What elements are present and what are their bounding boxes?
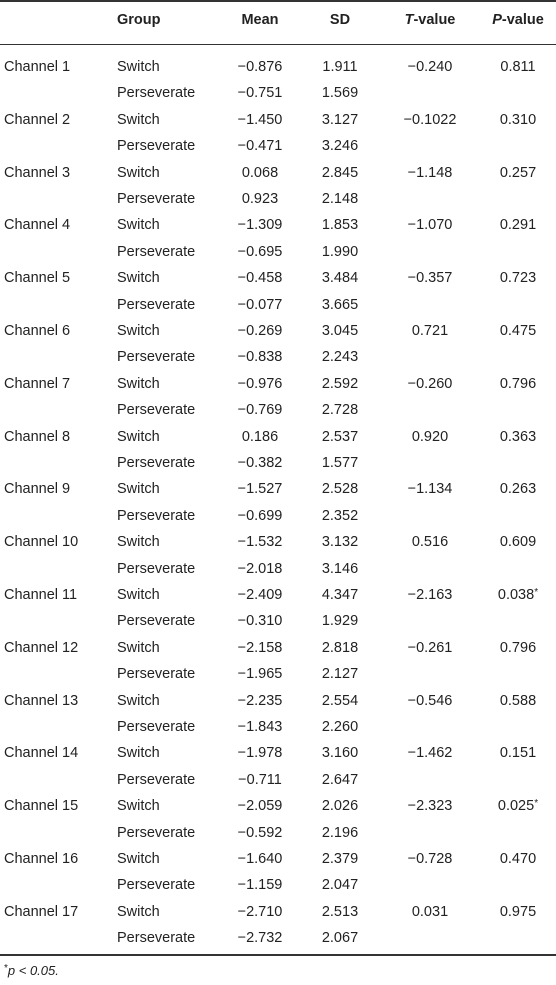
sd-value: 2.592 — [321, 375, 359, 392]
sd-value: 3.045 — [321, 323, 359, 339]
channel-label: Channel 14 — [4, 745, 79, 762]
header-t-value — [380, 12, 480, 28]
sd-value: 3.146 — [321, 560, 359, 577]
mean-value: −2.059 — [237, 798, 283, 815]
group-label: Switch — [117, 59, 160, 75]
table-row — [0, 160, 556, 186]
mean-value: −2.710 — [237, 903, 283, 920]
p-value-number: 0.470 — [499, 851, 537, 867]
p-value — [480, 640, 556, 656]
table-row — [0, 846, 556, 872]
channel-label: Channel 13 — [4, 692, 79, 709]
table-row — [0, 661, 556, 687]
sd-value: 3.132 — [321, 534, 359, 551]
p-value-number: 0.151 — [499, 745, 537, 762]
sd-value: 2.379 — [321, 851, 359, 867]
mean-value: −2.018 — [237, 560, 283, 577]
t-value: −0.261 — [407, 639, 453, 656]
table-row — [0, 793, 556, 819]
p-value-number: 0.975 — [499, 903, 537, 920]
group-label: Switch — [117, 428, 160, 445]
group-label: Switch — [117, 164, 160, 181]
p-value — [480, 798, 556, 814]
table-row — [0, 80, 556, 106]
channel-label: Channel 4 — [4, 217, 71, 234]
table-row — [0, 397, 556, 423]
sd-value: 3.127 — [321, 111, 359, 128]
group-label: Switch — [117, 481, 160, 498]
table-row — [0, 688, 556, 714]
mean-value: −0.592 — [237, 824, 283, 841]
group-label: Perseverate — [117, 402, 196, 419]
table-row — [0, 820, 556, 846]
group-label: Switch — [117, 639, 160, 656]
table-row — [0, 265, 556, 291]
sd-value: 3.484 — [321, 270, 359, 287]
group-label: Switch — [117, 111, 160, 128]
p-value — [480, 112, 556, 128]
group-label: Switch — [117, 217, 160, 234]
t-value: −1.148 — [407, 164, 453, 181]
table-row — [0, 872, 556, 898]
mean-value: −0.838 — [237, 349, 283, 366]
t-value: 0.031 — [411, 903, 449, 920]
header-p-letter: P — [492, 12, 502, 28]
header-t-letter: T — [404, 12, 414, 28]
mean-value: −1.309 — [237, 217, 283, 234]
p-value — [480, 587, 556, 603]
t-value: −1.070 — [407, 217, 453, 234]
p-value — [480, 481, 556, 497]
table-row — [0, 899, 556, 925]
t-value: −0.240 — [407, 59, 453, 75]
sd-value: 2.528 — [321, 481, 359, 498]
mean-value: 0.186 — [241, 428, 279, 445]
sd-value: 2.148 — [321, 191, 359, 207]
p-value-number: 0.796 — [499, 639, 537, 656]
mean-value: −0.751 — [237, 85, 283, 102]
group-label: Perseverate — [117, 296, 196, 313]
channel-label: Channel 9 — [4, 481, 71, 498]
group-label: Switch — [117, 692, 160, 709]
table-row — [0, 292, 556, 318]
group-label: Switch — [117, 270, 160, 287]
table-row — [0, 212, 556, 238]
sd-value: 3.665 — [321, 296, 359, 313]
p-value-number: 0.796 — [499, 375, 537, 392]
mean-value: −0.876 — [237, 59, 283, 75]
p-value-number: 0.723 — [499, 270, 537, 287]
table-bottom-rule — [0, 954, 556, 956]
sd-value: 2.352 — [321, 507, 359, 524]
group-label: Switch — [117, 323, 160, 339]
sd-value: 1.990 — [321, 243, 359, 260]
p-value — [480, 851, 556, 867]
p-value — [480, 270, 556, 286]
mean-value: −2.732 — [237, 930, 283, 947]
significance-mark: * — [534, 587, 539, 598]
header-p-value — [480, 12, 556, 28]
t-value: −1.462 — [407, 745, 453, 762]
header-sd: SD — [329, 12, 351, 28]
channel-label: Channel 10 — [4, 534, 79, 551]
table-row — [0, 608, 556, 634]
channel-label: Channel 8 — [4, 428, 71, 445]
channel-label: Channel 16 — [4, 851, 79, 867]
sd-value: 1.853 — [321, 217, 359, 234]
p-value-number: 0.038 — [497, 587, 535, 603]
sd-value: 2.845 — [321, 164, 359, 181]
group-label: Perseverate — [117, 455, 196, 471]
group-label: Switch — [117, 798, 160, 815]
group-label: Switch — [117, 375, 160, 392]
t-value: −0.260 — [407, 375, 453, 392]
channel-label: Channel 11 — [4, 587, 78, 603]
p-value — [480, 429, 556, 445]
table-top-rule — [0, 0, 556, 2]
p-value — [480, 693, 556, 709]
sd-value: 2.647 — [321, 771, 359, 788]
table-row — [0, 186, 556, 212]
sd-value: 3.160 — [321, 745, 359, 762]
p-value-number: 0.475 — [499, 323, 537, 339]
group-label: Switch — [117, 851, 160, 867]
mean-value: −2.235 — [237, 692, 283, 709]
mean-value: 0.923 — [241, 191, 279, 207]
table-row — [0, 424, 556, 450]
channel-label: Channel 6 — [4, 323, 71, 339]
mean-value: −0.269 — [237, 323, 283, 339]
mean-value: −1.532 — [237, 534, 283, 551]
group-label: Perseverate — [117, 930, 196, 947]
sd-value: 1.929 — [321, 613, 359, 630]
t-value: −0.1022 — [403, 111, 457, 128]
mean-value: −0.310 — [237, 613, 283, 630]
footnote-mark: * — [4, 963, 8, 974]
table-row — [0, 740, 556, 766]
sd-value: 2.047 — [321, 877, 359, 894]
p-value-number: 0.025 — [497, 798, 535, 815]
p-value-number: 0.263 — [499, 481, 537, 498]
sd-value: 1.911 — [322, 59, 358, 75]
group-label: Perseverate — [117, 349, 196, 366]
channel-label: Channel 15 — [4, 798, 79, 815]
p-value-number: 0.257 — [499, 164, 537, 181]
table-footnote — [4, 963, 59, 978]
sd-value: 2.260 — [321, 719, 359, 735]
group-label: Perseverate — [117, 666, 196, 683]
t-value: −0.546 — [407, 692, 453, 709]
mean-value: −2.409 — [237, 587, 283, 603]
header-rule — [0, 44, 556, 45]
channel-label: Channel 3 — [4, 164, 71, 181]
group-label: Perseverate — [117, 771, 196, 788]
header-t-rest: -value — [413, 12, 456, 28]
mean-value: −0.458 — [237, 270, 283, 287]
table-row — [0, 371, 556, 397]
p-value-number: 0.310 — [499, 111, 537, 128]
table-row — [0, 450, 556, 476]
mean-value: −1.965 — [237, 666, 283, 683]
table-row — [0, 133, 556, 159]
table-row — [0, 476, 556, 502]
mean-value: −0.695 — [237, 243, 283, 260]
p-value — [480, 376, 556, 392]
table-row — [0, 714, 556, 740]
t-value: 0.516 — [411, 534, 449, 551]
table-row — [0, 767, 556, 793]
sd-value: 2.554 — [321, 692, 359, 709]
group-label: Switch — [117, 903, 160, 920]
channel-label: Channel 2 — [4, 111, 71, 128]
t-value: −0.357 — [407, 270, 453, 287]
sd-value: 2.243 — [321, 349, 359, 366]
table-row — [0, 318, 556, 344]
group-label: Perseverate — [117, 824, 196, 841]
sd-value: 2.537 — [321, 428, 359, 445]
group-label: Perseverate — [117, 613, 196, 630]
group-label: Perseverate — [117, 191, 196, 207]
group-label: Switch — [117, 534, 160, 551]
sd-value: 4.347 — [321, 587, 359, 603]
sd-value: 2.513 — [321, 903, 359, 920]
p-value — [480, 59, 556, 75]
table-row — [0, 344, 556, 370]
channel-label: Channel 17 — [4, 903, 79, 920]
header-mean: Mean — [241, 12, 279, 28]
p-value-number: 0.291 — [499, 217, 537, 234]
p-value-number: 0.609 — [499, 534, 537, 551]
table-row — [0, 54, 556, 80]
channel-label: Channel 12 — [4, 639, 79, 656]
group-label: Perseverate — [117, 877, 196, 894]
p-value — [480, 217, 556, 233]
group-label: Perseverate — [117, 719, 196, 735]
sd-value: 2.728 — [321, 402, 359, 419]
sd-value: 2.127 — [321, 666, 359, 683]
mean-value: −1.527 — [237, 481, 283, 498]
p-value — [480, 165, 556, 181]
header-group: Group — [117, 12, 161, 28]
mean-value: −1.640 — [237, 851, 283, 867]
channel-label: Channel 7 — [4, 375, 71, 392]
sd-value: 2.026 — [321, 798, 359, 815]
t-value: 0.721 — [411, 323, 449, 339]
mean-value: −0.769 — [237, 402, 283, 419]
p-value-number: 0.363 — [499, 428, 537, 445]
table-row — [0, 107, 556, 133]
sd-value: 2.818 — [321, 639, 359, 656]
t-value: −1.134 — [407, 481, 453, 498]
mean-value: 0.068 — [241, 164, 279, 181]
group-label: Perseverate — [117, 560, 196, 577]
table-row — [0, 239, 556, 265]
mean-value: −1.450 — [237, 111, 283, 128]
header-p-rest: -value — [501, 12, 544, 28]
group-label: Perseverate — [117, 507, 196, 524]
sd-value: 3.246 — [321, 138, 359, 155]
group-label: Perseverate — [117, 85, 196, 102]
mean-value: −0.382 — [237, 455, 283, 471]
table-row — [0, 556, 556, 582]
mean-value: −0.711 — [238, 771, 282, 788]
t-value: −2.323 — [407, 798, 453, 815]
p-value — [480, 904, 556, 920]
mean-value: −1.159 — [237, 877, 283, 894]
p-value — [480, 534, 556, 550]
footnote-text: p < 0.05. — [7, 963, 59, 978]
table-row — [0, 925, 556, 951]
mean-value: −1.978 — [237, 745, 283, 762]
sd-value: 2.196 — [321, 824, 359, 841]
p-value-number: 0.588 — [499, 692, 537, 709]
table-row — [0, 503, 556, 529]
table-row — [0, 635, 556, 661]
mean-value: −1.843 — [237, 719, 283, 735]
mean-value: −0.471 — [237, 138, 283, 155]
mean-value: −0.077 — [237, 296, 283, 313]
table-row — [0, 529, 556, 555]
p-value — [480, 745, 556, 761]
channel-label: Channel 5 — [4, 270, 71, 287]
t-value: −2.163 — [407, 587, 453, 603]
group-label: Perseverate — [117, 243, 196, 260]
t-value: 0.920 — [411, 428, 449, 445]
sd-value: 2.067 — [321, 930, 359, 947]
p-value-number: 0.811 — [500, 59, 536, 75]
p-value — [480, 323, 556, 339]
mean-value: −0.699 — [237, 507, 283, 524]
sd-value: 1.569 — [321, 85, 359, 102]
t-value: −0.728 — [407, 851, 453, 867]
mean-value: −2.158 — [237, 639, 283, 656]
sd-value: 1.577 — [321, 455, 359, 471]
table-row — [0, 582, 556, 608]
significance-mark: * — [534, 798, 539, 810]
channel-label: Channel 1 — [4, 59, 71, 75]
group-label: Switch — [117, 745, 160, 762]
group-label: Switch — [117, 587, 160, 603]
mean-value: −0.976 — [237, 375, 283, 392]
group-label: Perseverate — [117, 138, 196, 155]
